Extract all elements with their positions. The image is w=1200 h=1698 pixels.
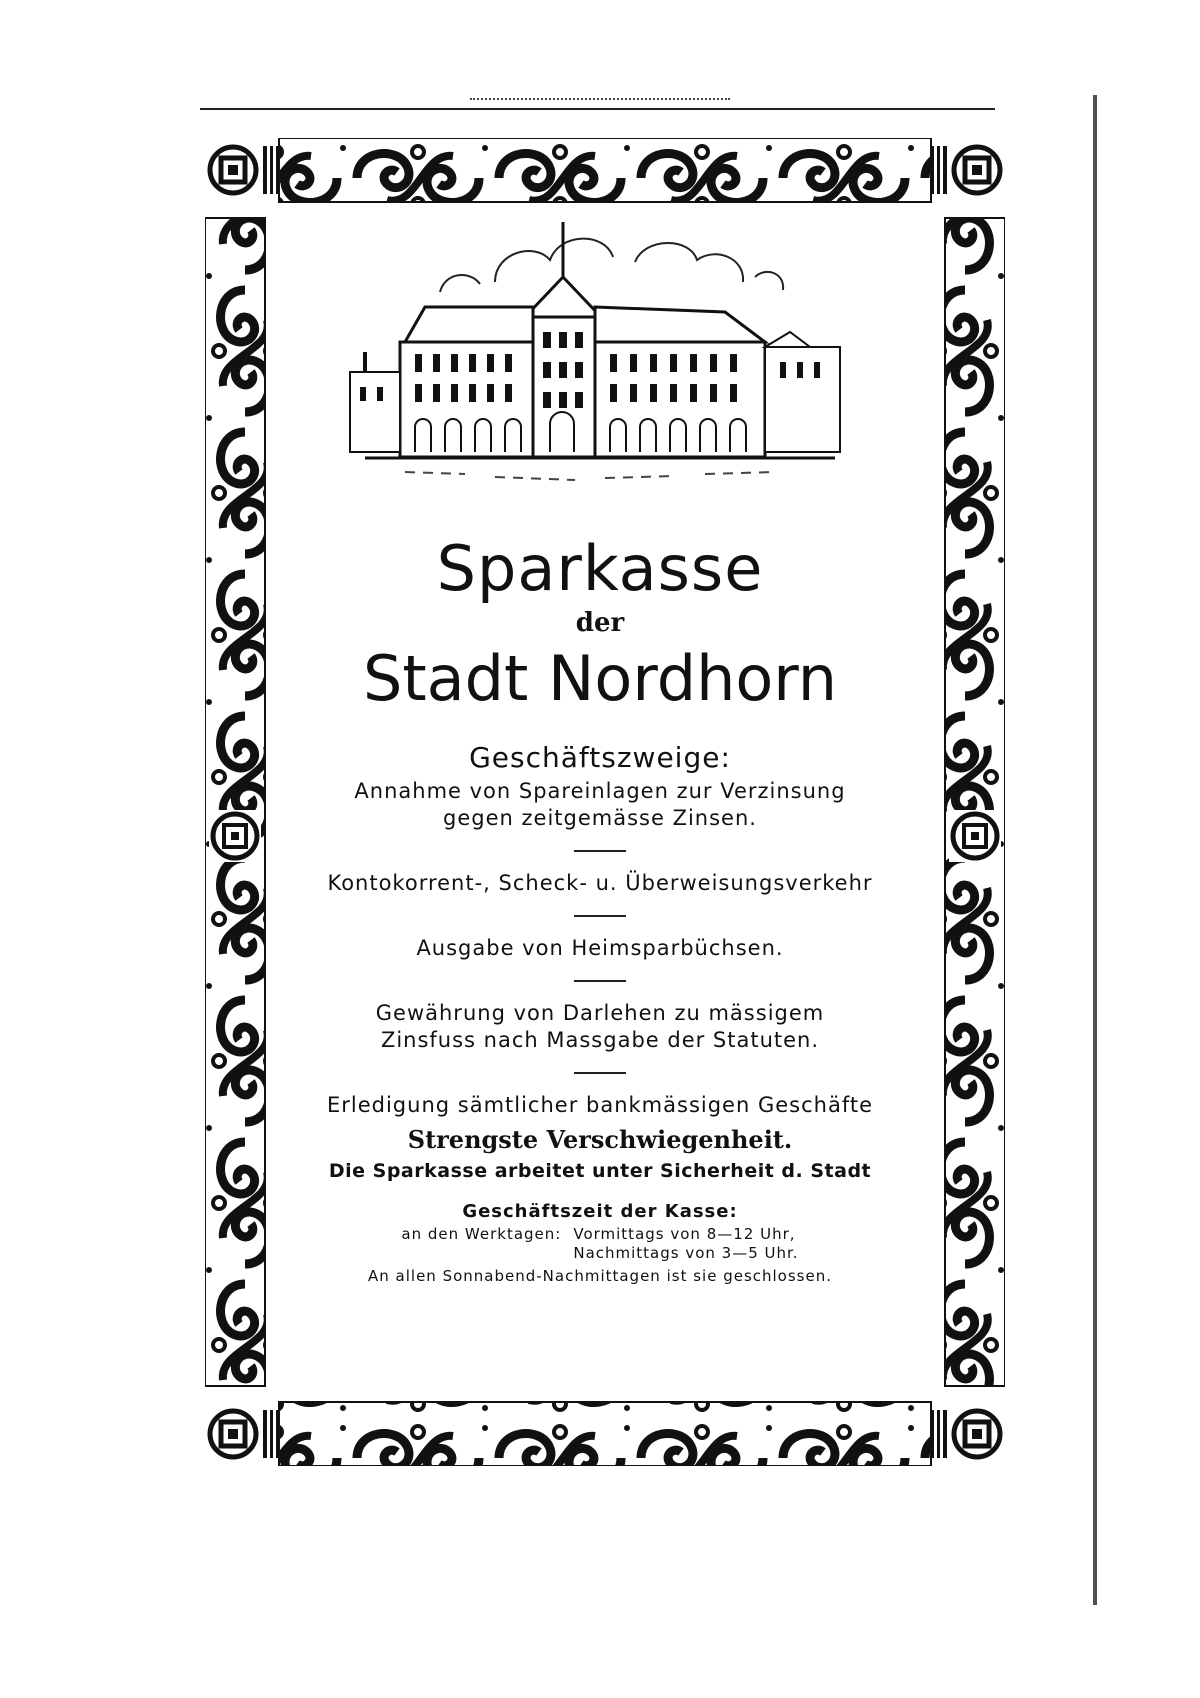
service-line: gegen zeitgemässe Zinsen. [443,806,757,830]
service-line: Annahme von Spareinlagen zur Verzinsung [354,779,846,803]
closed-note: An allen Sonnabend-Nachmittagen ist sie geschlossen. [368,1267,832,1285]
separator-rule [574,1072,626,1074]
header-dotted-line [470,98,730,100]
service-line: Kontokorrent-, Scheck- u. Überweisungsverkehr [327,871,873,895]
header-rule [200,108,995,110]
separator-rule [574,850,626,852]
hours-label: an den Werktagen: [401,1225,562,1243]
service-line: Ausgabe von Heimsparbüchsen. [416,936,784,960]
slogan: Strengste Verschwiegenheit. [407,1125,793,1154]
service-line: Erledigung sämtlicher bankmässigen Geschäfte [326,1093,873,1117]
hours-morning: Vormittags von 8—12 Uhr, [573,1225,796,1243]
services-heading: Geschäftszweige: [469,741,731,774]
building-illustration [345,222,865,502]
service-line: Zinsfuss nach Massgabe der Statuten. [380,1028,820,1052]
hours-heading: Geschäftszeit der Kasse: [462,1201,738,1222]
separator-rule [574,980,626,982]
top-band [279,138,931,202]
title-stadt-nordhorn: Stadt Nordhorn [362,642,838,715]
hours-afternoon: Nachmittags von 3—5 Uhr. [573,1244,799,1262]
hours-block [300,1225,900,1263]
guarantee-line: Die Sparkasse arbeitet unter Sicherheit d. Stadt [328,1160,872,1182]
page-edge-line [1093,95,1097,1605]
advertisement-text [300,530,900,1287]
title-sparkasse: Sparkasse [436,532,764,605]
title-der: der [575,608,625,638]
separator-rule [574,915,626,917]
service-line: Gewährung von Darlehen zu mässigem [375,1001,825,1025]
